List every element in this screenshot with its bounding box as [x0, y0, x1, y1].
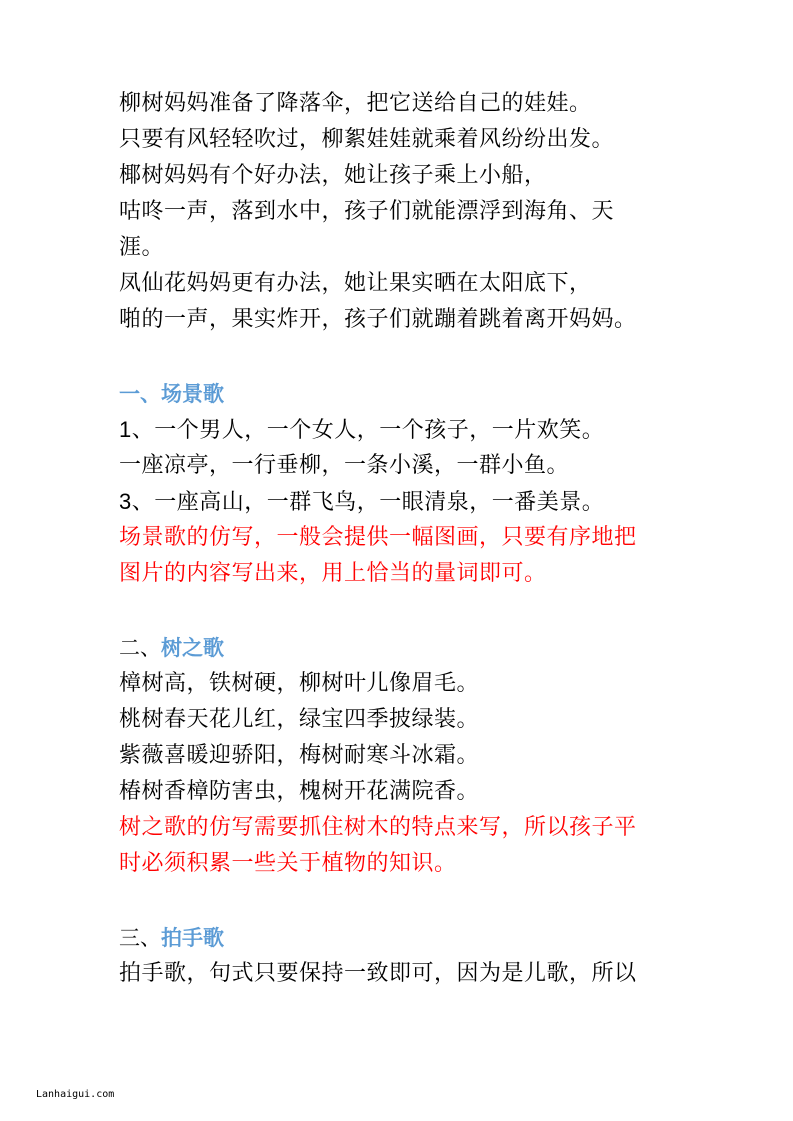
- line-text: 、一座高山，一群飞鸟，一眼清泉，一番美景。: [131, 490, 605, 515]
- section-note: 图片的内容写出来，用上恰当的量词即可。: [119, 561, 547, 586]
- line-number: 1: [119, 417, 132, 442]
- section-line: 一座凉亭，一行垂柳，一条小溪，一群小鱼。: [119, 453, 570, 478]
- heading-prefix: 二、: [119, 636, 161, 660]
- heading-title: 树之歌: [161, 635, 224, 660]
- intro-block: [119, 86, 679, 338]
- section-note: 树之歌的仿写需要抓住树木的特点来写，所以孩子平: [119, 815, 637, 840]
- section-line: 拍手歌，句式只要保持一致即可，因为是儿歌，所以: [119, 961, 637, 986]
- section-heading: 一、场景歌: [119, 381, 224, 406]
- intro-line: 柳树妈妈准备了降落伞，把它送给自己的娃娃。: [119, 91, 592, 116]
- footer-watermark[interactable]: Lanhaigui.com: [36, 1089, 115, 1100]
- heading-title: 拍手歌: [161, 925, 224, 950]
- heading-prefix: 三、: [119, 926, 161, 950]
- intro-line: 咕咚一声，落到水中，孩子们就能漂浮到海角、天: [119, 199, 615, 224]
- intro-line: 凤仙花妈妈更有办法，她让果实晒在太阳底下，: [119, 271, 592, 296]
- section-clap-song: [119, 920, 679, 992]
- intro-line: 椰树妈妈有个好办法，她让孩子乘上小船，: [119, 163, 547, 188]
- section-line: 樟树高，铁树硬，柳树叶儿像眉毛。: [119, 671, 480, 696]
- section-line: 紫薇喜暖迎骄阳，梅树耐寒斗冰霜。: [119, 743, 480, 768]
- section-note: 场景歌的仿写，一般会提供一幅图画，只要有序地把: [119, 525, 637, 550]
- section-heading: [119, 630, 679, 666]
- section-line: 桃树春天花儿红，绿宝四季披绿装。: [119, 707, 480, 732]
- intro-line: 啪的一声，果实炸开，孩子们就蹦着跳着离开妈妈。: [119, 307, 637, 332]
- section-heading: [119, 920, 679, 956]
- line-text: 、一个男人，一个女人，一个孩子，一片欢笑。: [131, 418, 605, 443]
- document-body: [119, 86, 679, 992]
- section-line: [119, 484, 679, 520]
- spacer: [119, 882, 679, 920]
- intro-line: 涯。: [119, 235, 165, 260]
- section-scene-song: [119, 376, 679, 592]
- section-line: [119, 412, 679, 448]
- intro-line: 只要有风轻轻吹过，柳絮娃娃就乘着风纷纷出发。: [119, 127, 615, 152]
- section-tree-song: [119, 630, 679, 882]
- spacer: [119, 338, 679, 376]
- section-line: 椿树香樟防害虫，槐树开花满院香。: [119, 779, 480, 804]
- line-number: 3: [119, 489, 132, 514]
- section-note: 时必须积累一些关于植物的知识。: [119, 851, 457, 876]
- spacer: [119, 592, 679, 630]
